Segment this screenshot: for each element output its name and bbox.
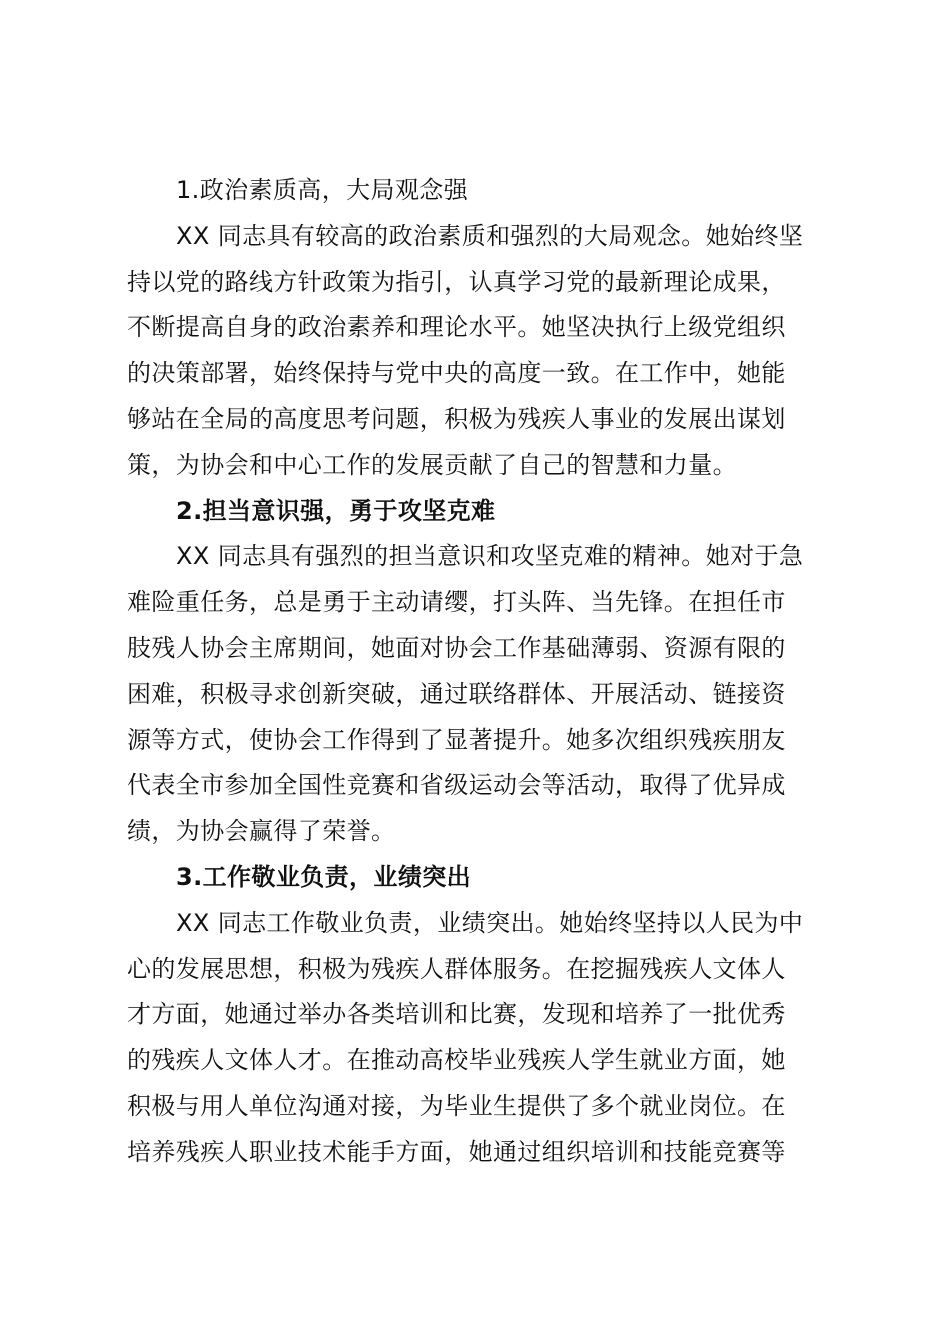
paragraph-line: 源等方式，使协会工作得到了显著提升。她多次组织残疾朋友 (127, 725, 786, 754)
paragraph-line: XX 同志具有强烈的担当意识和攻坚克难的精神。她对于急 (176, 542, 804, 571)
paragraph-line: 代表全市参加全国性竞赛和省级运动会等活动，取得了优异成 (127, 771, 786, 800)
paragraph-line: 才方面，她通过举办各类培训和比赛，发现和培养了一批优秀 (127, 1000, 786, 1029)
paragraph-line: XX 同志工作敬业负责，业绩突出。她始终坚持以人民为中 (176, 908, 804, 937)
section-heading: 3.工作敬业负责，业绩突出 (176, 862, 472, 891)
section-heading: 2.担当意识强，勇于攻坚克难 (176, 496, 496, 525)
paragraph-line: 够站在全局的高度思考问题，积极为残疾人事业的发展出谋划 (127, 404, 786, 433)
document-body (127, 168, 823, 1176)
paragraph-line: 的决策部署，始终保持与党中央的高度一致。在工作中，她能 (127, 359, 786, 388)
section-heading: 1.政治素质高，大局观念强 (176, 176, 469, 204)
paragraph-line: 持以党的路线方针政策为指引，认真学习党的最新理论成果， (127, 267, 786, 296)
paragraph-line: 难险重任务，总是勇于主动请缨，打头阵、当先锋。在担任市 (127, 588, 786, 617)
paragraph-line: XX 同志具有较高的政治素质和强烈的大局观念。她始终坚 (176, 221, 804, 250)
paragraph-line: 积极与用人单位沟通对接，为毕业生提供了多个就业岗位。在 (127, 1091, 786, 1120)
paragraph-line: 策，为协会和中心工作的发展贡献了自己的智慧和力量。 (127, 450, 737, 479)
paragraph-line: 不断提高自身的政治素养和理论水平。她坚决执行上级党组织 (127, 313, 786, 342)
paragraph-line: 心的发展思想，积极为残疾人群体服务。在挖掘残疾人文体人 (127, 954, 786, 983)
paragraph-line: 肢残人协会主席期间，她面对协会工作基础薄弱、资源有限的 (127, 633, 786, 662)
paragraph-line: 困难，积极寻求创新突破，通过联络群体、开展活动、链接资 (127, 679, 786, 708)
paragraph-line: 培养残疾人职业技术能手方面，她通过组织培训和技能竞赛等 (127, 1137, 786, 1166)
paragraph-line: 绩，为协会赢得了荣誉。 (127, 817, 396, 846)
paragraph-line: 的残疾人文体人才。在推动高校毕业残疾人学生就业方面，她 (127, 1046, 786, 1075)
